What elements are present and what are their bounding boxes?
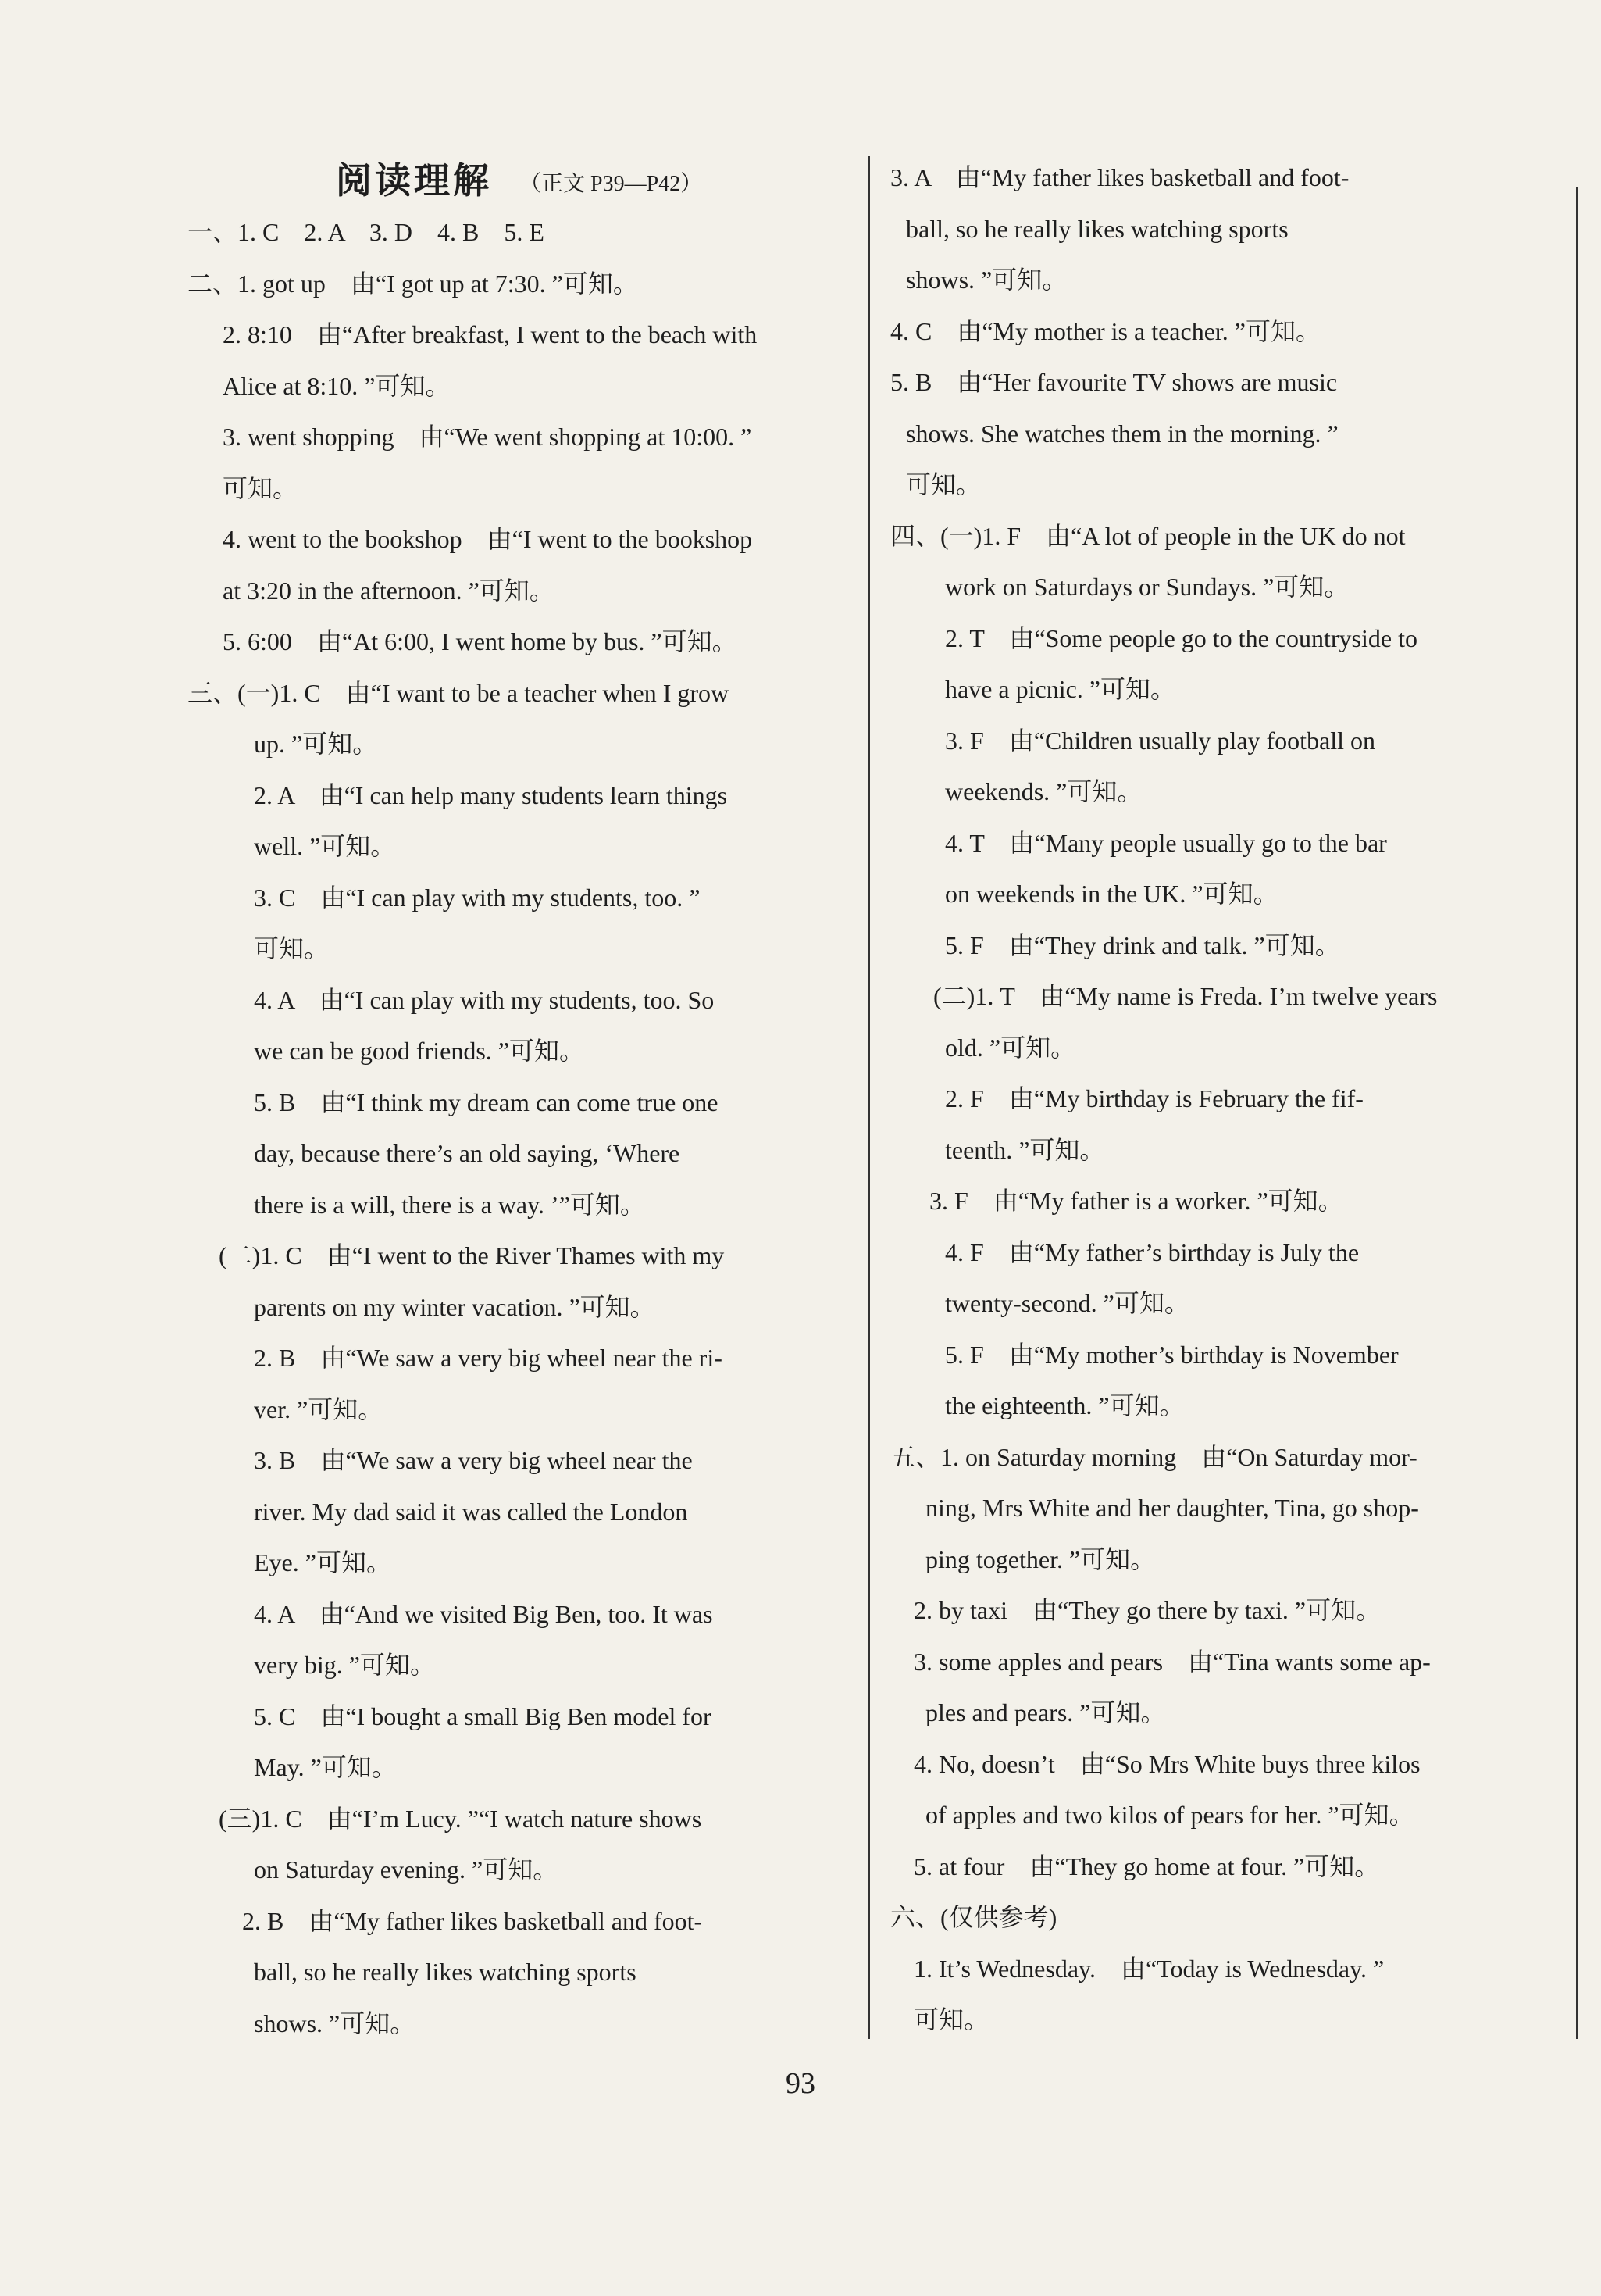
answer-line: 2. B 由“My father likes basketball and foot-: [242, 1906, 703, 1935]
answer-line: 5. at four 由“They go home at four. ”可知。: [914, 1851, 1380, 1880]
left-column: [187, 152, 843, 2049]
answer-line: 3. C 由“I can play with my students, too. ”: [254, 883, 701, 912]
answer-line: 二、1. got up 由“I got up at 7:30. ”可知。: [187, 269, 638, 298]
answer-line: 4. A 由“I can play with my students, too. So: [254, 985, 715, 1014]
answer-line: (二)1. C 由“I went to the River Thames with my: [219, 1241, 725, 1269]
answer-line: 5. B 由“Her favourite TV shows are music: [890, 368, 1338, 396]
answer-line: 2. B 由“We saw a very big wheel near the ri-: [254, 1344, 722, 1372]
answer-line: ples and pears. ”可知。: [925, 1698, 1166, 1726]
section-header: [187, 152, 843, 207]
answer-line: teenth. ”可知。: [945, 1135, 1105, 1164]
section-title: 阅读理解: [336, 161, 492, 201]
right-answer-list: [890, 152, 1558, 2046]
answer-line: 3. F 由“My father is a worker. ”可知。: [929, 1187, 1343, 1215]
answer-line: shows. She watches them in the morning. ”: [906, 419, 1339, 448]
answer-line: we can be good friends. ”可知。: [254, 1037, 584, 1065]
answer-line: 2. T 由“Some people go to the countryside to: [945, 623, 1417, 652]
answer-line: 四、(一)1. F 由“A lot of people in the UK do not: [890, 521, 1406, 550]
right-margin-rule: [1576, 187, 1578, 2039]
answer-line: old. ”可知。: [945, 1033, 1076, 1062]
answer-line: (三)1. C 由“I’m Lucy. ”“I watch nature shows: [219, 1804, 702, 1833]
answer-line: Eye. ”可知。: [254, 1548, 391, 1576]
answer-line: 3. B 由“We saw a very big wheel near the: [254, 1446, 693, 1474]
page-number: 93: [786, 2067, 815, 2100]
answer-line: weekends. ”可知。: [945, 777, 1143, 805]
answer-line: 2. by taxi 由“They go there by taxi. ”可知。: [914, 1596, 1382, 1624]
answer-line: 3. some apples and pears 由“Tina wants some ap-: [914, 1647, 1431, 1676]
right-column: [890, 152, 1558, 2046]
answer-line: May. ”可知。: [254, 1753, 397, 1781]
answer-line: ball, so he really likes watching sports: [906, 214, 1289, 243]
answer-line: well. ”可知。: [254, 832, 396, 860]
answer-line: 4. went to the bookshop 由“I went to the bookshop: [223, 525, 753, 553]
answer-line: on weekends in the UK. ”可知。: [945, 880, 1278, 908]
answer-line: 5. C 由“I bought a small Big Ben model for: [254, 1701, 711, 1730]
answer-line: 3. F 由“Children usually play football on: [945, 726, 1376, 755]
answer-line: the eighteenth. ”可知。: [945, 1391, 1185, 1419]
answer-line: 可知。: [914, 2005, 989, 2034]
answer-line: ning, Mrs White and her daughter, Tina, go shop-: [925, 1494, 1419, 1522]
column-divider: [868, 156, 870, 2039]
answer-line: 五、1. on Saturday morning 由“On Saturday mor-: [890, 1442, 1417, 1471]
answer-line: very big. ”可知。: [254, 1651, 435, 1679]
answer-line: of apples and two kilos of pears for her. ”可知。: [925, 1801, 1414, 1829]
answer-line: twenty-second. ”可知。: [945, 1289, 1189, 1317]
answer-line: ver. ”可知。: [254, 1394, 383, 1423]
answer-line: shows. ”可知。: [906, 266, 1068, 294]
answer-line: 可知。: [906, 470, 982, 498]
answer-line: have a picnic. ”可知。: [945, 675, 1176, 703]
answer-line: 2. 8:10 由“After breakfast, I went to the beach with: [223, 320, 758, 348]
answer-line: 2. A 由“I can help many students learn things: [254, 780, 728, 809]
answer-line: 3. went shopping 由“We went shopping at 10:00. ”: [223, 423, 752, 451]
answer-line: at 3:20 in the afternoon. ”可知。: [223, 576, 554, 605]
answer-line: 三、(一)1. C 由“I want to be a teacher when I grow: [187, 678, 729, 707]
answer-line: 一、1. C 2. A 3. D 4. B 5. E: [187, 218, 544, 246]
left-answer-list: [187, 207, 843, 2049]
answer-line: on Saturday evening. ”可知。: [254, 1855, 558, 1884]
answer-line: river. My dad said it was called the London: [254, 1497, 688, 1526]
answer-line: 可知。: [223, 473, 298, 502]
answer-line: 2. F 由“My birthday is February the fif-: [945, 1084, 1364, 1112]
answer-line: 4. C 由“My mother is a teacher. ”可知。: [890, 316, 1321, 345]
answer-line: there is a will, there is a way. ’”可知。: [254, 1190, 645, 1219]
answer-line: 5. F 由“My mother’s birthday is November: [945, 1340, 1399, 1369]
answer-line: Alice at 8:10. ”可知。: [223, 371, 451, 400]
answer-line: 5. 6:00 由“At 6:00, I went home by bus. ”可知。: [223, 627, 737, 655]
answer-line: ping together. ”可知。: [925, 1544, 1156, 1573]
answer-line: 4. F 由“My father’s birthday is July the: [945, 1237, 1360, 1266]
answer-line: 六、(仅供参考): [890, 1903, 1057, 1931]
section-page-range: （正文 P39—P42）: [519, 172, 703, 196]
answer-line: work on Saturdays or Sundays. ”可知。: [945, 573, 1350, 601]
answer-line: shows. ”可知。: [254, 2009, 415, 2037]
answer-line: up. ”可知。: [254, 730, 378, 758]
answer-line: 5. F 由“They drink and talk. ”可知。: [945, 930, 1340, 959]
answer-line: 5. B 由“I think my dream can come true one: [254, 1087, 718, 1116]
answer-line: 4. No, doesn’t 由“So Mrs White buys three kilos: [914, 1749, 1421, 1778]
answer-line: 4. T 由“Many people usually go to the bar: [945, 828, 1387, 857]
answer-line: (二)1. T 由“My name is Freda. I’m twelve years: [933, 982, 1438, 1010]
answer-line: 1. It’s Wednesday. 由“Today is Wednesday. ”: [914, 1954, 1385, 1983]
answer-line: 3. A 由“My father likes basketball and foot-: [890, 163, 1350, 191]
answer-line: 4. A 由“And we visited Big Ben, too. It was: [254, 1599, 713, 1628]
answer-line: ball, so he really likes watching sports: [254, 1958, 636, 1986]
answer-line: parents on my winter vacation. ”可知。: [254, 1292, 655, 1321]
answer-line: day, because there’s an old saying, ‘Where: [254, 1139, 680, 1167]
answer-line: 可知。: [254, 934, 330, 962]
